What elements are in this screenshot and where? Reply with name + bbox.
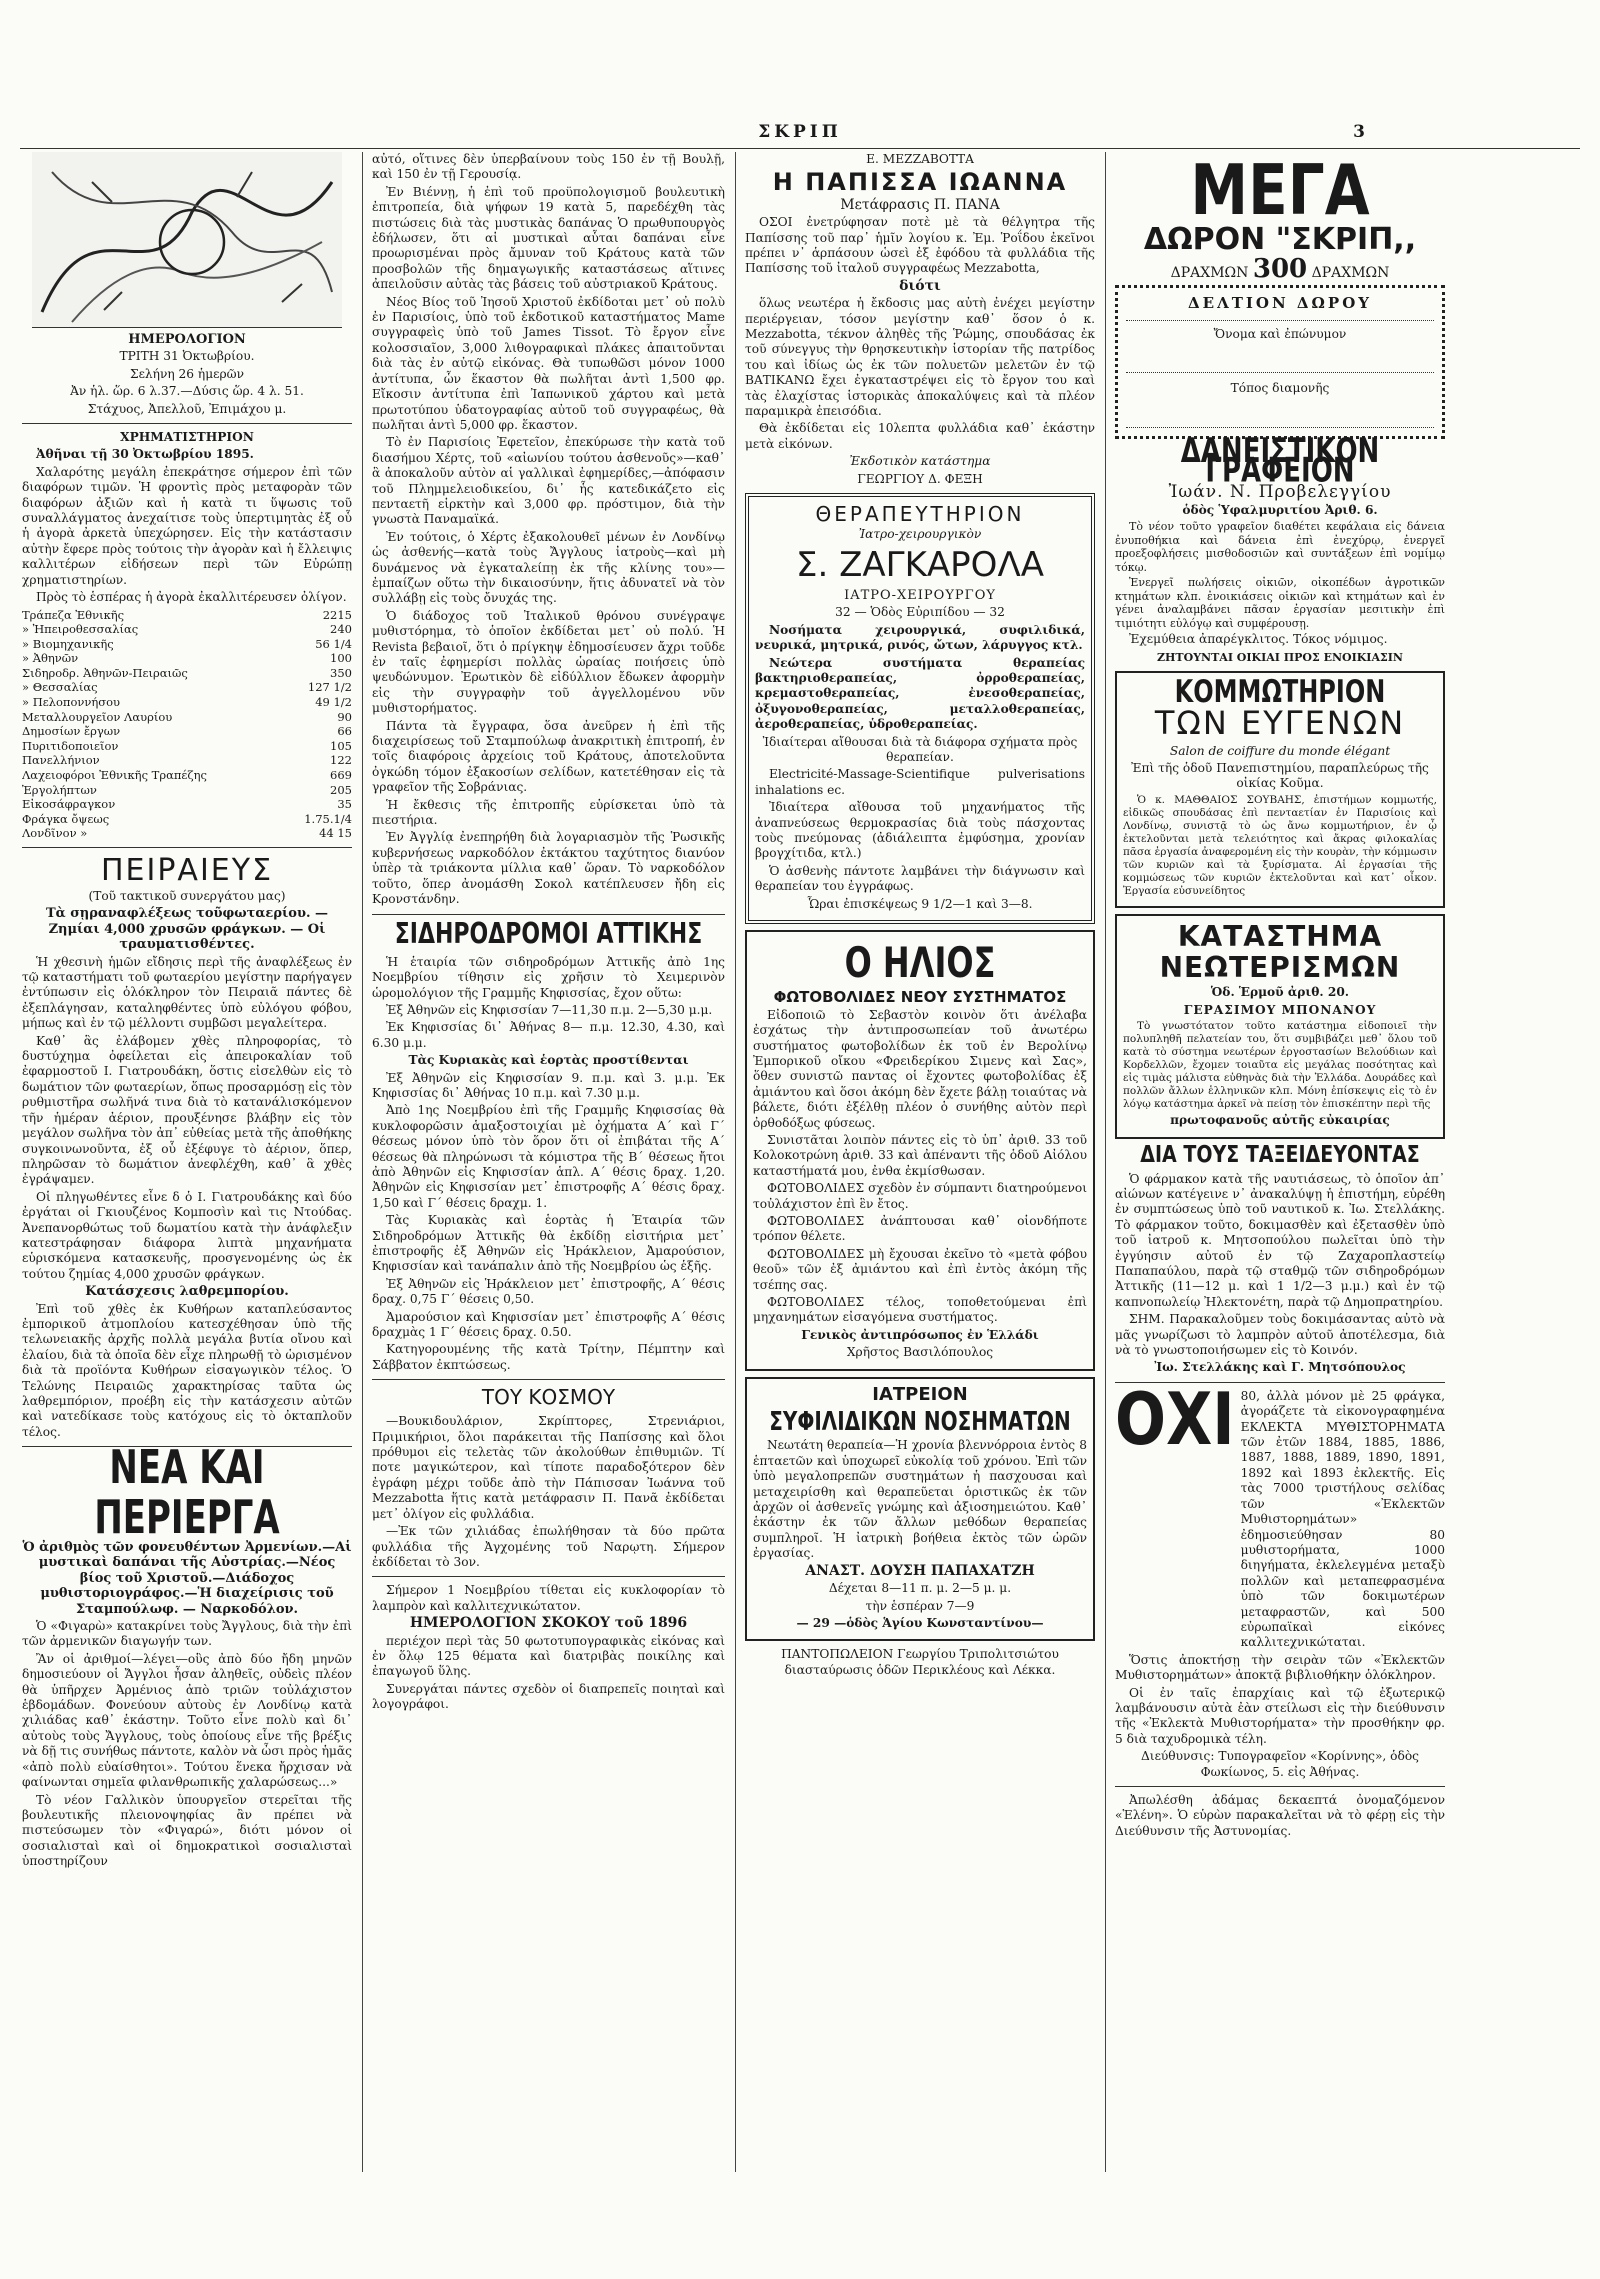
oxi-address: Διεύθυνσις: Τυπογραφεῖον «Κορίννης», ὁδὸς Φωκίωνος, 5. εἰς Ἀθήνας.: [1140, 1749, 1419, 1779]
calendar-line: ΤΡΙΤΗ 31 Ὀκτωβρίου.: [119, 349, 255, 364]
calendar-line: Σελήνη 26 ἡμερῶν: [130, 366, 244, 381]
helios-title: Ο ΗΛΙΟΣ: [844, 938, 996, 988]
column-rule: [1105, 152, 1106, 2172]
taxid-text: Ὁ φάρμακον κατὰ τῆς ναυτιάσεως, τὸ ὁποῖον ἀπ᾽ αἰώνων κατέγεινε ν᾽ ἀνακαλύψῃ ἡ ἐπιστήμη, εὑρέθη ἐν συμπτώσεως ὑπὸ τοῦ ναυτικοῦ κ. Ἰω. Στελλάκης. Τὸ φάρμακον τοῦτο, δοκιμασθὲν καὶ ἐξετασθὲν ὑπὸ τοῦ ἰατροῦ κ. Μητσοπούλου πωλεῖται ὑπὸ τὴν ἐγγύησιν αὐτοῦ ἐν τῷ Ζαχαροπλαστείῳ Παπαπαύλου, παρὰ τῷ σταθμῷ τῶν σιδηροδρόμων Ἀττικῆς (11—12 μ. καὶ 1 1/2—3 μ.μ.) καὶ ἐν τῷ καπνοπωλείῳ Ἠλεκτονέτη, παρὰ τῷ Δημοπρατηρίου.: [1115, 1171, 1445, 1309]
clinic-text: Electricité-Massage-Scientifique pulverisations inhalations ec.: [755, 767, 1085, 797]
katastima-text-2: πρωτοφανοῦς αὐτῆς εὐκαιρίας: [1170, 1113, 1390, 1128]
piraeus-title: ΠΕΙΡΑΙΕΥΣ: [100, 853, 274, 888]
drachmon-label: ΔΡΑΧΜΩΝ: [1170, 265, 1249, 281]
piraeus-headline: Τὰ σῃραναφλέξεως τοῦφωταερίου. — Ζημίαι 4,000 χρυσῶν φράγκων. — Οἱ τραυματισθέντες.: [45, 906, 329, 953]
railway-paragraph: Ἐξ Ἀθηνῶν εἰς Κηφισσίαν 7—11,30 π.μ. 2—5,30 μ.μ.: [386, 1002, 713, 1017]
rate-name: Δημοσίων ἔργων: [22, 724, 121, 739]
taxid-signature: Ἰω. Στελλάκης καὶ Γ. Μητσόπουλος: [1154, 1360, 1406, 1375]
iatreion-hours: Δέχεται 8—11 π. μ. 2—5 μ. μ.: [828, 1581, 1012, 1596]
rate-value: 2215: [322, 607, 352, 622]
papissa-paragraph: Θὰ ἐκδίδεται εἰς 10λεπτα φυλλάδια καθ᾽ ἑκάστην μετὰ εἰκόνων.: [745, 421, 1095, 451]
iatreion-subtitle: ΣΥΦΙΛΙΔΙΚΩΝ ΝΟΣΗΜΑΤΩΝ: [769, 1405, 1071, 1438]
oxi-ad: [1115, 1377, 1445, 1653]
smuggling-paragraph: Ἐπὶ τοῦ χθὲς ἐκ Κυθήρων καταπλεύσαντος ἐμπορικοῦ ἀτμοπλοίου κατεσχέθησαν ὑπὸ τῆς τελωνειακῆς ἀρχῆς πολλὰ μεγάλα βυτία οἴνου καὶ ἐλαίου, διὰ τὰ ὁποῖα δὲν εἶχε πληρωθῇ τὸ ὡρισμένον διὰ τὰ προϊόντα Κυθήρων εἰσαγωγικὸν τέλος. Ὁ Τελώνης Πειραιῶς χαρακτηρίσας ταῦτα ὡς λαθρεμπόριον, προέβη εἰς τὴν κατάσχεσιν αὐτῶν καὶ νατεδίκασε τοὺς κατόχους εἰς τὸ ὀκταπλοῦν τέλος.: [22, 1301, 352, 1439]
column-rule: [735, 152, 736, 2172]
news-paragraph: Ἂν οἱ ἀριθμοί—λέγει—οὓς ἀπὸ δύο ἤδη μηνῶν δημοσιεύουν οἱ Ἄγγλοι ἦσαν ἀληθεῖς, οὐδεὶς πλέον θὰ ὑπῆρχεν Ἀρμένιος ἀπὸ τριῶν τοὐλάχιστον ἑβδομάδων. Φονεύουν αὐτοὺς ἐν Λονδίνῳ κατὰ χιλιάδας καθ᾽ ἑκάστην. Τοῦτο εἶνε πολὺ καὶ δι᾽ αὐτοὺς τοὺς Ἄγγλους, τοὺς ὁποίους εἶνε τῆς βρέξις νὰ δῇ τις συνήθως πάντοτε, καλὸν νὰ ὦσι πρὸς ἡμᾶς «ἀπὸ πολὺ εὐαίσθητοι». Τούτου ἕνεκα ἤρχισαν νὰ φαίνωνται σημεῖα φιλανθρωπικῆς χαλαρώσεως...»: [22, 1651, 352, 1790]
daneistikon-text: Ἐνεργεῖ πωλήσεις οἰκιῶν, οἰκοπέδων ἀγροτικῶν κτημάτων κλπ. ἐνοικιάσεις οἰκιῶν καὶ κτημάτων καὶ ἐν γένει ἀναλαμβάνει πᾶσαν ἐργασίαν μεσιτικὴν ἐπὶ τιμιότητι εὐλόγῳ καὶ συμφέρουσῃ.: [1115, 576, 1445, 630]
rate-name: Πυριτιδοποιεῖον: [22, 738, 119, 753]
rate-row: [22, 637, 352, 652]
kosmos-paragraph: —Βουκιδουλάριον, Σκρίπτορες, Στρενιάριοι, Πριμικήριοι, ὅλοι παράκειται τῆς Παπίσσης καὶ ὅλοι πρόθυμοι εἰς τελετὰς τῶν ἀκολούθων ἐπιθυμιῶν. Τί ποτε μαγικώτερον, καὶ τίποτε παραδοξότερον δὲν ἐγράφη μέχρι τοῦδε ἀπὸ τὴν Πάπισσαν Ἰωάννα τοῦ Mezzabotta ἥτις κατὰ μετάφρασιν Π. Πανᾶ ἐκδίδεται μετ᾽ ὀλίγον εἰς φυλλάδια.: [372, 1414, 725, 1521]
rate-name: Σιδηροδρ. Ἀθηνῶν-Πειραιῶς: [22, 665, 188, 680]
daneistikon-text: Τὸ νέον τοῦτο γραφεῖον διαθέτει κεφάλαια εἰς δάνεια ἐνυποθήκια καὶ δάνεια ἐπὶ ἐνεχύρῳ, ἐνεργεῖ προεξοφλήσεις μισθοδοσιῶν καὶ συντάξεων ἐπὶ νομίμῳ τόκῳ.: [1115, 520, 1445, 574]
daneistikon-address: ὁδὸς Ὑφαλμυριτίου Ἀριθ. 6.: [1182, 502, 1378, 517]
railway-paragraph: Κατηγορουμένης τῆς κατὰ Τρίτην, Πέμπτην καὶ Σάββατον ἐκπτώσεως.: [372, 1342, 725, 1372]
lost-notice: Ἀπωλέσθη ἀδάμας δεκαεπτά ὀνομαζόμενον «Ἑλένη». Ὁ εὑρὼν παρακαλεῖται νὰ τὸ φέρῃ εἰς τὴν Διεύθυνσιν τῆς Ἀστυνομίας.: [1115, 1793, 1445, 1838]
kommotirion-ad: [1115, 671, 1445, 908]
clinic-text: Ἰδιαίτερα αἴθουσα τοῦ μηχανήματος τῆς ἀναπνεύσεως θερμοκρασίας διὰ τοὺς πάσχοντας τοὺς πνεύμονας (ἀδιάλειπτα ἐμφύσημα, χρονίαν βρογχίτιδα, κτλ.): [755, 800, 1085, 861]
rate-row: [22, 622, 352, 637]
rate-name: » Θεσσαλίας: [22, 680, 98, 695]
katastima-address: Ὁδ. Ἑρμοῦ ἀριθ. 20.: [1210, 985, 1350, 1000]
rate-row: [22, 826, 352, 841]
rate-value: 350: [330, 665, 352, 680]
almanac-paragraph: Συνεργάται πάντες σχεδὸν οἱ διαπρεπεῖς ποιηταὶ καὶ λογογράφοι.: [372, 1681, 725, 1712]
publisher-name: ΓΕΩΡΓΙΟΥ Δ. ΦΕΞΗ: [857, 471, 983, 486]
skrip-masthead-illustration: [32, 152, 342, 328]
rate-row: [22, 680, 352, 695]
clinic-address: 32 — Ὁδὸς Εὐριπίδου — 32: [835, 605, 1005, 620]
helios-text: Εἰδοποιῶ τὸ Σεβαστὸν κοινὸν ὅτι ἀνέλαβα ἐσχάτως τὴν ἀντιπροσωπείαν τοῦ ἀνωτέρω συστήματος φωτοβολίδων ἐκ τοῦ ἐν Βερολίνῳ Ἐμπορικοῦ οἴκου «Φρειδερίκου Σιμενς καὶ Σας», ὅθεν συνιστῶ παντας οἱ ἔχοντες φωτοβολίδας ἐξ ἀμιάντου καὶ ὅσοι ἀκόμη δὲν ἔχετε βάλῃ τοιαύτας νὰ βάλετε, διότι ἐξέλθῃ πλέον ὁ συνήθης αὐτὸν περὶ ὀρθοδόξως φύσεως.: [753, 1007, 1087, 1130]
rate-name: Λονδῖνον »: [22, 826, 88, 841]
piraeus-paragraph: Οἱ πληγωθέντες εἶνε δ ὁ Ι. Γιατρουδάκης καὶ δύο ἐργάται οἱ Γκιουζένος Κομποσὶν καὶ τις Ντούδας. Ἀνεπανορθώτως τοῦ δωματίου κατὰ τὴν ἀνάφλεξιν κατεστράφησαν διάφορα λιπτὰ μηχανήματα εὑρισκόμενα κατασκευῆς, προσγενομένης ὡς ἐκ τούτου ζημίας 4,000 χρυσῶν φράγκων.: [22, 1189, 352, 1281]
clinic-role: ΙΑΤΡΟ-ΧΕΙΡΟΥΡΓΟΥ: [844, 587, 996, 603]
rate-name: Λαχειοφόροι Ἐθνικῆς Τραπέζης: [22, 768, 207, 783]
papissa-paragraph: ὅλως νεωτέρα ἡ ἔκδοσις μας αὐτὴ ἐνέχει μεγίστην περιέργειαν, τόσον μεγίστην καθ᾽ ὅσον ὁ κ. Mezzabotta, τέκνον ἀληθὲς τῆς Ῥώμης, σπουδάσας ἐκ τοῦ σύνεγγυς τὴν θρησκευτικὴν ἱστορίαν τῆς πατρίδος του καὶ ἰδίως ὡς ἐκ τῶν πολυετῶν μελετῶν ἐν τῷ ΒΑΤΙΚΑΝΩ ἔχει ἐγκαταστρέψει εἰς τὸ ἔργον του καὶ τὰς ἐλαχίστας ἱστορικὰς ἀποκαλύψεις καὶ τὰ πλέον παραμικρὰ ἐπεισόδια.: [745, 296, 1095, 419]
rate-row: [22, 695, 352, 710]
daneistikon-notice: ΖΗΤΟΥΝΤΑΙ ΟΙΚΙΑΙ ΠΡΟΣ ΕΝΟΙΚΙΑΣΙΝ: [1157, 650, 1403, 664]
rate-name: Πανελλήνιον: [22, 753, 100, 768]
news-title: ΝΕΑ ΚΑΙ ΠΕΡΙΕΡΓΑ: [94, 1441, 280, 1546]
rate-name: » Ἠπειροθεσσαλίας: [22, 622, 139, 637]
rate-name: Τράπεζα Ἐθνικῆς: [22, 607, 125, 622]
helios-ad: [745, 930, 1095, 1371]
rate-value: 56 1/4: [315, 636, 352, 651]
column-2: [372, 152, 725, 2172]
article-paragraph: Πάντα τὰ ἔγγραφα, ὅσα ἀνεῦρεν ἡ ἐπὶ τῆς διαχειρίσεως τοῦ Σταμπούλωφ ἀνακριτικὴ ἐπιτροπή, ἐν τοῖς διαφόροις ἀρχείοις τοῦ Κράτους, ἀποτελοῦντα ὀγκώδη τόμον ἐξακοσίων σελίδων, κατετέθησαν εἰς τὰ γραφεῖον τῆς Σοβράνιας.: [372, 718, 725, 795]
coupon-name-field[interactable]: [1126, 344, 1434, 373]
oxi-title: ΟΧΙ: [1115, 1377, 1235, 1462]
rate-row: [22, 651, 352, 666]
papissa-paragraph: ΟΣΟΙ ἐνετρύφησαν ποτὲ μὲ τὰ θέλγητρα τῆς Παπίσσης τοῦ παρ᾽ ἡμῖν λογίου κ. Ἐμ. Ῥοΐδου ἐκεῖνοι πρέπει ν᾽ ἁρπάσουν ὡσεὶ ἐξ ἐφόδου τὰ φυλλάδια τῆς Παπίσσης τοῦ ἰταλοῦ συγγραφέως Mezzabotta,: [745, 215, 1095, 276]
exchange-text-2: Πρὸς τὸ ἑσπέρας ἡ ἀγορὰ ἐκαλλιτέρευσεν ὀλίγον.: [36, 590, 347, 605]
rate-row: [22, 608, 352, 623]
article-paragraph: Ἐν Βιέννῃ, ἡ ἐπὶ τοῦ προϋπολογισμοῦ βουλευτικὴ ἐπιτροπεία, διὰ ψήφων 19 κατὰ 5, παρεδέχθη τὰς πιστώσεις διὰ τὰς μυστικὰς δαπάνας Ὁ πρωθυπουργὸς ἐδήλωσεν, ὅτι αἱ μυστικαὶ αὗται δαπάναι εἶνε προωρισμέναι πρὸς ἄμυναν τοῦ Κράτους κατὰ τῶν προσβολῶν τῆς δημαγωγικῆς καταστάσεως αἵτινες ἀπειλοῦσιν αὐτὰς τὰς βάσεις τοῦ αὐστριακοῦ Κράτους.: [372, 184, 725, 292]
helios-agent: Χρῆστος Βασιλόπουλος: [846, 1345, 994, 1360]
katastima-title: ΚΑΤΑΣΤΗΜΑ ΝΕΩΤΕΡΙΣΜΩΝ: [1159, 919, 1401, 984]
rate-name: Φράγκα ὄψεως: [22, 811, 110, 826]
helios-subtitle: ΦΩΤΟΒΟΛΙΔΕΣ ΝΕΟΥ ΣΥΣΤΗΜΑΤΟΣ: [773, 988, 1067, 1007]
rate-value: 122: [330, 753, 352, 768]
newspaper-title: ΣΚΡΙΠ: [758, 122, 842, 142]
kommotirion-address: Ἐπὶ τῆς ὁδοῦ Πανεπιστημίου, παραπλεύρως τῆς οἰκίας Κοῦμα.: [1131, 761, 1429, 791]
clinic-subtitle: Ἰατρο-χειρουργικὸν: [858, 527, 982, 542]
kommotirion-title: ΚΟΜΜΩΤΗΡΙΟΝ: [1174, 673, 1386, 711]
calendar-line: Ἀν ἡλ. ὥρ. 6 λ.37.—Δύσις ὥρ. 4 λ. 51.: [70, 384, 304, 399]
page-header: [20, 118, 1580, 149]
exchange-date: Ἀθῆναι τῇ 30 Ὀκτωβρίου 1895.: [36, 447, 254, 462]
rate-value: 1.75.1/4: [304, 811, 352, 826]
katastima-ad: [1115, 914, 1445, 1139]
rate-value: 66: [337, 724, 352, 739]
clinic-ad: [745, 493, 1095, 924]
iatreion-text: Νεωτάτη θεραπεία—Ἡ χρονία βλεννόρροια ἐντὸς 8 ἑπταετῶν καὶ ὑποχωρεῖ εὐκολίᾳ τοῦ χρόνου. Ἐπὶ τῶν ὑπὸ μεγαλοπρεπῶν συστημάτων ἡ πασχουσαι καὶ μεταχειρίσθη καὶ θεραπεῦεται ὁριστικῶς ἐκ τῶν ἀρχῶν οἱ ἀσθενεῖς γνώμης καὶ ἀξιοσημειώτου. Καθ᾽ ἑκάστην ἐκ τῶν ἄλλων μεθόδων θεραπείας συμπληροῖ. Ἡ ἰατρικὴ βοήθεια ἐκτὸς τῶν ὡρῶν ἐργασίας.: [753, 1438, 1087, 1561]
papissa-author: Ε. ΜΕΖΖΑΒΟΤΤΑ: [866, 152, 974, 166]
publisher-label: Ἐκδοτικὸν κατάστημα: [849, 454, 991, 469]
drachmon-value: 300: [1252, 254, 1308, 284]
daneistikon-text: Ἐχεμύθεια ἀπαρέγκλιτος. Τόκος νόμιμος.: [1129, 632, 1388, 647]
coupon-name-label: Ὄνομα καὶ ἐπώνυμον: [1213, 326, 1347, 341]
article-paragraph: Νέος Βίος τοῦ Ἰησοῦ Χριστοῦ ἐκδίδοται μετ᾽ οὐ πολὺ ἐν Παρισίοις, ὑπὸ τοῦ ἐκδοτικοῦ καταστήματος Mame συγγραφεὶς ὑπὸ τοῦ James Tissot. Τὸ ἔργον εἶνε κολοσσιαῖον, 3,000 λιθογραφικαὶ πλάκες ἀπαιτοῦνται διὰ τὰς ἐν αὐτῷ εἰκόνας. Θὰ τυπωθῶσι μόνον 1000 ἀντίτυπα, ὧν ἕκαστον θὰ πωλῆται ἀντὶ 1,500 φρ. Εἴκοσιν ἀντίτυπα ἐπὶ Ἰαπωνικοῦ χάρτου καὶ μετὰ πρωτοτύπου ὑδατογραφίας αὐτοῦ τοῦ συγγραφέως, θὰ πωλῆται ἀντὶ 5,000 φρ. ἕκαστον.: [372, 294, 725, 432]
taxid-title: ΔΙΑ ΤΟΥΣ ΤΑΞΕΙΔΕΥΟΝΤΑΣ: [1140, 1141, 1420, 1168]
rate-name: » Βιομηχανικῆς: [22, 636, 114, 651]
article-paragraph: Ἐν τούτοις, ὁ Χέρτς ἐξακολουθεῖ μένων ἐν Λονδίνῳ ὡς ἀσθενής—κατὰ τοὺς Ἄγγλους ἰατροὺς—καὶ μὴ δυνάμενος νὰ ἐγκαταλείπῃ ἐκ τῆς κλίνης του»—ἐμπαίζων οὕτω τὴν δικαιοσύνην, ἥτις ἀδυνατεῖ νὰ τὸν συλλάβῃ εἰς τοὺς ὄνυχάς της.: [372, 529, 725, 606]
almanac-paragraph: περιέχον περὶ τὰς 50 φωτοτυπογραφικὰς εἰκόνας καὶ ἐν ὅλῳ 125 θέματα καὶ διατριβὰς ποικίλης καὶ ἐπαγωγοῦ ὕλης.: [372, 1633, 725, 1679]
rate-name: » Ἀθηνῶν: [22, 651, 79, 666]
news-headline: Ὁ ἀριθμὸς τῶν φονευθέντων Ἀρμενίων.—Αἱ μυστικαὶ δαπάναι τῆς Αὐστρίας.—Νέος βίος τοῦ Χριστοῦ.—Διάδοχος μυθιστοριογράφος.—Ἡ διαχείρισις τοῦ Σταμπούλωφ. — Ναρκοδόλον.: [22, 1540, 352, 1617]
rate-row: [22, 710, 352, 725]
page-number: 3: [1353, 122, 1365, 142]
rate-value: 90: [337, 709, 352, 724]
papissa-title: Η ΠΑΠΙΣΣΑ ΙΩΑΝΝΑ: [772, 168, 1068, 197]
helios-text: ΦΩΤΟΒΟΛΙΔΕΣ μὴ ἔχουσαι ἐκεῖνο τὸ «μετὰ φόβου θεοῦ» τῶν ἐξ ἀμιάντου καὶ ἐπὶ ἐντὸς ἀκόμη τῆς τσέπης σας.: [753, 1246, 1087, 1292]
rate-value: 49 1/2: [315, 695, 352, 710]
railway-paragraph: Τὰς Κυριακὰς καὶ ἑορτὰς ἡ Ἑταιρία τῶν Σιδηροδρόμων Ἀττικῆς θὰ ἐκδίδῃ εἰσιτήρια μετ᾽ ἐπιστροφῆς ἐξ Ἀθηνῶν εἰς Ἡράκλειον, Ἀμαρούσιον, Κηφισσίαν καὶ τανάπαλιν ἀπὸ τῆς Νοεμβρίου ὡς ἑξῆς.: [372, 1213, 725, 1274]
kommotirion-french: Salon de coiffure du monde élégant: [1169, 743, 1391, 758]
rate-row: [22, 783, 352, 798]
pantopoleion-ad: ΠΑΝΤΟΠΩΛΕΙΟΝ Γεωργίου Τριπολιτσιώτου διασταύρωσις ὁδῶν Περικλέους καὶ Λέκκα.: [781, 1647, 1059, 1677]
piraeus-paragraph: Καθ᾽ ἃς ἐλάβομεν χθὲς πληροφορίας, τὸ δυστύχημα ὀφείλεται εἰς ἀπειροκαλίαν τοῦ ἐφαρμοστοῦ Ι. Γιατρουδάκη, ὅστις εἰσελθὼν εἰς τὸ δωμάτιον τῶν φωταερίων, ὅπως προσαρμόσῃ εἰς τὸν ρυθμιστῆρα σωλῆνά τινα διὰ τὸ κατανάλισκόμενον τῆν ἡμέραν ἀέριον, προυξένησε βλάβην εἰς τὸν μεγάλον σωλῆνα τὸν ἀπ᾽ εὐθείας μετὰ τῆς ἀποθήκης συγκοινωνοῦντα, ἐξ οὗ ἐξέφυγε τὸ ἀέριον, ὅπερ, πληρῶσαν τὸ δωμάτιον ἀνεφλέχθη, καθ᾽ ἃ χθὲς ἐγράψαμεν.: [22, 1033, 352, 1187]
oxi-text: Ὅστις ἀποκτήσῃ τὴν σειρὰν τῶν «Ἐκλεκτῶν Μυθιστορημάτων» ἀποκτᾷ βιβλιοθήκην ὁλόκληρον.: [1115, 1652, 1445, 1683]
kosmos-paragraph: —Ἐκ τῶν χιλιάδας ἐπωλήθησαν τὰ δύο πρῶτα φυλλάδια τῆς Ἀγχομένης τοῦ Ναρῳτη. Σήμερον ἐκδίδεται τὸ 3ον.: [372, 1524, 725, 1569]
clinic-text: Νοσήματα χειρουργικά, συφιλιδικά, νευρικά, μητρικά, ρινός, ὤτων, λάρυγγος κτλ.: [755, 622, 1085, 653]
clinic-doctor-name: Σ. ΖΑΓΚΑΡΟΛΑ: [796, 544, 1044, 585]
piraeus-subtitle: (Τοῦ τακτικοῦ συνεργάτου μας): [88, 889, 286, 903]
rate-row: [22, 666, 352, 681]
rate-value: 240: [330, 622, 352, 637]
railway-paragraph: Ἀμαρούσιον καὶ Κηφισσίαν μετ᾽ ἐπιστροφῆς Α΄ θέσις δραχμὰς 1 Γ΄ θέσεις δραχ. 0.50.: [372, 1309, 725, 1340]
railway-holiday-heading: Τὰς Κυριακὰς καὶ ἑορτὰς προστίθενται: [408, 1053, 689, 1068]
helios-text: Συνιστᾶται λοιπὸν πάντες εἰς τὸ ὑπ᾽ ἀριθ. 33 τοῦ Κολοκοτρώνη ἀριθ. 33 καὶ ἀπέναντι τῆς ὁδοῦ Αἰόλου καταστήματά μου, ἐνθα ἐκμίσθωσαν.: [753, 1132, 1087, 1178]
column-3: [745, 152, 1095, 2172]
exchange-text: Χαλαρότης μεγάλη ἐπεκράτησε σήμερον ἐπὶ τῶν διαφόρων τιμῶν. Ἡ φροντὶς πρὸς μεταφορὰν τῶν διαφόρων ἀξιῶν καὶ ἡ κατὰ τι ὕψωσις τοῦ συναλλάγματος ἀνεχαίτισε τοὺς ὑπερτιμητὰς ἐξ οὗ ἡ ἀγορὰ ἀρκετὰ ὑπεχώρησεν. Εἰς τὴν κατάστασιν αὐτὴν ἔφερε πρὸς τούτοις τὴν ἀγορὰν καὶ ἡ ἔλλειψις καλλιτέρων εἰδήσεων περὶ τῶν Εὐρώπῃ χρηματιστηρίων.: [22, 464, 352, 587]
rate-value: 105: [330, 738, 352, 753]
kosmos-title: ΤΟΥ ΚΟΣΜΟΥ: [481, 1385, 616, 1410]
column-4: [1115, 152, 1445, 2172]
iatreion-ad: [745, 1377, 1095, 1642]
rate-value: 35: [337, 797, 352, 812]
rate-row: [22, 797, 352, 812]
railway-title: ΣΙΔΗΡΟΔΡΟΜΟΙ ΑΤΤΙΚΗΣ: [394, 917, 703, 951]
clinic-text: Ὁ ἀσθενὴς πάντοτε λαμβάνει τὴν διάγνωσιν καὶ θεραπείαν του ἐγγράφως.: [755, 863, 1085, 894]
oxi-text: 80, ἀλλὰ μόνον μὲ 25 φράγκα, ἀγοράζετε τὰ εἰκονογραφημένα ΕΚΛΕΚΤΑ ΜΥΘΙΣΤΟΡΗΜΑΤΑ τῶν ἐτῶν 1884, 1885, 1886, 1887, 1888, 1889, 1890, 1891, 1892 καὶ 1893 ἐκλεκτῆς. Εἰς τὰς 7000 τριστήλους σελίδας τῶν «Ἐκλεκτῶν Μυθιστορημάτων» ἐδημοσιεύθησαν 80 μυθιστορήματα, 1000 διηγήματα, ἐκλελεγμένα μεταξὺ πολλῶν καὶ μεταπεφρασμένα ὑπὸ τῶν δοκιμωτέρων μεταφραστῶν, καὶ 500 εὐρωπαϊκαὶ εἰκόνες καλλιτεχνικώταται.: [1240, 1388, 1445, 1650]
rate-name: Μεταλλουργεῖον Λαυρίου: [22, 709, 173, 724]
almanac-title: ΗΜΕΡΟΛΟΓΙΟΝ ΣΚΟΚΟΥ τοῦ 1896: [409, 1615, 688, 1632]
rate-row: [22, 724, 352, 739]
rate-row: [22, 812, 352, 827]
column-rule: [362, 152, 363, 2172]
rate-value: 205: [330, 782, 352, 797]
kommotirion-subtitle: ΤΩΝ ΕΥΓΕΝΩΝ: [1154, 704, 1406, 743]
rate-row: [22, 739, 352, 754]
rate-name: Ἐργολήπτων: [22, 782, 97, 797]
clinic-title: ΘΕΡΑΠΕΥΤΗΡΙΟΝ: [815, 502, 1025, 527]
almanac-intro: Σήμερον 1 Νοεμβρίου τίθεται εἰς κυκλοφορίαν τὸ λαμπρὸν καὶ καλλιτεχνικώτατον.: [372, 1583, 725, 1613]
article-paragraph: Τὸ ἐν Παρισίοις Ἐφετεῖον, ἐπεκύρωσε τὴν κατὰ τοῦ διασήμου Χέρτς, τοῦ «αἰωνίου τούτου ἀσθενοῦς»—καθ᾽ ἃ ἀποκαλοῦν αὐτὸν αἱ γαλλικαὶ ἐφημερίδες,—ἀπόφασιν τοῦ Πλημμελειοδικείου, δι᾽ ἧς κατεδικάζετο εἰς πενταετῆ εἱρκτὴν καὶ 3,000 φρ. πρόστιμον, διὰ τὴν γνωστὰ Παναμαϊκά.: [372, 435, 725, 527]
rate-value: 44 15: [319, 826, 352, 841]
kommotirion-text: Ὁ κ. ΜΑΘΘΑΙΟΣ ΣΟΥΒΑΗΣ, ἐπιστήμων κομμωτής, εἰδικῶς σπουδάσας ἐπὶ πενταετίαν ἐν Παρισίοις καὶ Λονδίνῳ, συνιστᾷ τὸ ὡς ἄνω κομμωτήριον, ἐν ᾧ ἐκτελοῦνται μετὰ τελειότητος καὶ ἄκρας φιλοκαλίας πᾶσα ἐργασία ἀναφερομένη εἰς τὴν κουρὰν, τὴν κόμμωσιν τῶν κυριῶν καὶ τὰ ξυρίσματα. Αἱ ἐργασίαι τῆς κομμώσεως τῶν κυριῶν ἐκτελοῦνται καὶ κατ᾽ οἶκον. Ἐργασία εὐσυνείδητος: [1123, 793, 1437, 897]
doron-title: ΔΩΡΟΝ "ΣΚΡΙΠ,,: [1143, 222, 1417, 257]
helios-text: ΦΩΤΟΒΟΛΙΔΕΣ ἀνάπτουσαι καθ᾽ οἱονδήποτε τρόπον θέλετε.: [753, 1214, 1087, 1244]
iatreion-doctor: ΑΝΑΣΤ. ΔΟΥΣΗ ΠΑΠΑΧΑΤΖΗ: [805, 1562, 1035, 1579]
article-paragraph: αὐτό, οἵτινες δὲν ὑπερβαίνουν τοὺς 150 ἐν τῇ Βουλῇ, καὶ 150 ἐν τῇ Γερουσίᾳ.: [372, 152, 725, 182]
oxi-text: Οἱ ἐν ταῖς ἐπαρχίαις καὶ τῷ ἐξωτερικῷ λαμβάνουσιν αὐτὰ ἐὰν στείλωσι εἰς τὴν διεύθυνσιν τῆς «Ἐκλεκτὰ Μυθιστορήματα» τὴν προσθήκην φρ. 5 διὰ ταχυδρομικὰ τέλη.: [1115, 1685, 1445, 1746]
papissa-translator: Μετάφρασις Π. ΠΑΝΑ: [840, 196, 1000, 213]
railway-paragraph: Ἐκ Κηφισσίας δι᾽ Ἀθήνας 8— π.μ. 12.30, 4.30, καὶ 6.30 μ.μ.: [372, 1020, 725, 1050]
exchange-rates-table: [22, 608, 352, 842]
rate-name: Εἰκοσάφραγκον: [22, 797, 116, 812]
rate-value: 127 1/2: [307, 680, 352, 695]
taxid-text: ΣΗΜ. Παρακαλοῦμεν τοὺς δοκιμάσαντας αὐτὸ νὰ μᾶς γνωρίζωσι τὸ λαμπρὸν αὐτοῦ ἀποτέλεσμα, διὰ νὰ τὸ γνωστοποιήσωμεν εἰς τὸ Κοινόν.: [1115, 1312, 1445, 1358]
katastima-text: Τὸ γνωστότατον τοῦτο κατάστημα εἰδοποιεῖ τὴν πολυπληθῆ πελατείαν του, ὅτι συμβιβάζει μεθ᾽ ὅλου τοῦ κατὰ τὸ σύστημα νεωτέρων ἐργοστασίων Βελούδιων καὶ Κορδελλῶν, ἔχομεν τοιαῦτα εἰς μεγάλας ποσότητας καὶ εἰς τιμὰς μάλιστα εὐθηνὰς διὰ τὴν Ἑλλάδα. Δουράδες καὶ πολλῶν ἄλλων ἑλληνικῶν κλπ. Μόνη ἐπίσκεψις εἰς τὸ ἐν λόγῳ κατάστημα ἀρκεῖ νὰ πείσῃ τὸν ἐπισκέπτην περὶ τῆς: [1123, 1020, 1437, 1111]
helios-text: ΦΩΤΟΒΟΛΙΔΕΣ σχεδὸν ἐν σύμπαντι διατηρούμενοι τοὐλάχιστον ἐπὶ ἓν ἔτος.: [753, 1181, 1087, 1211]
railway-paragraph: Ἐξ Ἀθηνῶν εἰς Κηφισσίαν 9. π.μ. καὶ 3. μ.μ. Ἐκ Κηφισσίας δι᾽ Ἀθήνας 10 π.μ. καὶ 7.30 μ.μ.: [372, 1070, 725, 1100]
clinic-text: Νεώτερα συστήματα θεραπείας βακτηριοθεραπείας, ὀρροθεραπείας, κρεμαστοθεραπείας, ἐνεσοθεραπείας, ὀξυγονοθεραπείας, μεταλλοθεραπείας, ἀεροθεραπείας, ὑδροθεραπείας.: [755, 655, 1085, 732]
iatreion-hours: τὴν ἑσπέραν 7—9: [865, 1598, 975, 1613]
news-paragraph: Τὸ νέον Γαλλικὸν ὑπουργεῖον στερεῖται τῆς βουλευτικῆς πλειονοψηφίας ἂν πρέπει νὰ πιστεύσωμεν τὸν «Φιγαρώ», διότι μόνον οἱ σοσιαλισταὶ καὶ οἱ δημοκρατικοὶ σοσιαλισταὶ ὑποστηρίζουν: [22, 1792, 352, 1869]
helios-text: ΦΩΤΟΒΟΛΙΔΕΣ τέλος, τοποθετούμεναι ἐπὶ μηχανημάτων εἰσαγόμενα συστήματος.: [753, 1295, 1087, 1325]
article-paragraph: Ἡ ἔκθεσις τῆς ἐπιτροπῆς εὑρίσκεται ὑπὸ τὰ πιεστήρια.: [372, 797, 725, 828]
katastima-owner: ΓΕΡΑΣΙΜΟΥ ΜΠΟΝΑΝΟΥ: [1183, 1002, 1377, 1017]
article-paragraph: Ἐν Ἀγγλίᾳ ἐνεπηρήθη διὰ λογαριασμὸν τῆς Ῥωσικῆς κυβερνήσεως ναρκοδόλον ἐκτάκτου ταχύτητος διανύον ὑπὲρ τὰ τριάκοντα μίλλια καθ᾽ ὥραν. Τὸ ναρκοδόλον τοῦτο, ὅπερ ἀνομάσθη Σοκολ κατέπλευσεν ἤδη εἰς Κρονστάνδην.: [372, 830, 725, 907]
daneistikon-name: Ἰωάν. Ν. Προβελεγγίου: [1168, 482, 1392, 503]
railway-paragraph: Ἐξ Ἀθηνῶν εἰς Ἡράκλειον μετ᾽ ἐπιστροφῆς, Α΄ θέσις δραχ. 0,75 Γ΄ θέσεις 0,50.: [372, 1276, 725, 1307]
drachmon-label: ΔΡΑΧΜΩΝ: [1311, 265, 1390, 281]
drachmon-line: [1115, 254, 1445, 284]
rate-row: [22, 753, 352, 768]
rate-row: [22, 768, 352, 783]
coupon-box: [1115, 285, 1445, 438]
coupon-place-field[interactable]: [1126, 399, 1434, 428]
rate-name: » Πελοποννήσου: [22, 695, 121, 710]
article-paragraph: Ὁ διάδοχος τοῦ Ἰταλικοῦ θρόνου συνέγραψε μυθιστόρημα, τὸ ὁποῖον ἐκδίδεται μετ᾽ οὐ πολύ. Ἡ Revista βεβαιοῖ, ὅτι ὁ πρίγκηψ ἐδημοσίευσεν ἄχρι τοῦδε ἐν ταῖς ἐφημερίσι πολλὰς ὡραίας ποιήσεις ὑπὸ ψευδώνυμον. Ἐρωτικὸν δὲ εἰδύλλιον ἔδωκεν ἀφορμὴν εἰς τὴν συγγραφὴν τοῦ ἀγγελλομένου νῦν μυθιστορήματος.: [372, 608, 725, 716]
smuggling-title: Κατάσχεσις λαθρεμπορίου.: [85, 1284, 289, 1300]
railway-paragraph: Ἀπὸ 1ης Νοεμβρίου ἐπὶ τῆς Γραμμῆς Κηφισσίας θὰ κυκλοφορῶσιν ἁμαξοστοιχίαι μὲ ὀχήματα Α΄ καὶ Γ΄ θέσεως μόνον ὑπὸ τὸν ὅρον ὅτι οἱ ἐπιβάται τῆς Α΄ θέσεως θὰ πληρώνωσι τὰ κόμιστρα τῆς Β΄ θέσεως ἤτοι ἀπὸ Ἀθηνῶν εἰς Κηφισσίαν ἁπλ. Α΄ θέσις δραχ. 1,20. Ἀθηνῶν εἰς Κηφισσίαν μετ᾽ ἐπιστροφῆς Α΄ θέσις δραχ. 1,50 καὶ Γ΄ θέσεις δραχμ. 1.: [372, 1103, 725, 1210]
rate-value: 100: [330, 651, 352, 666]
calendar-line: Στάχυος, Ἀπελλοῦ, Ἐπιμάχου μ.: [87, 401, 287, 416]
clinic-text: Ἰδιαίτεραι αἴθουσαι διὰ τὰ διάφορα σχήματα πρὸς θεραπείαν.: [762, 734, 1078, 764]
piraeus-paragraph: Ἡ χθεσινὴ ἡμῶν εἴδησις περὶ τῆς ἀναφλέξεως ἐν τῷ καταστήματι τοῦ φωταερίου μεγίστην παρήγαγεν ἐντύπωσιν εἰς ὁλόκληρον τὸν Πειραιᾶ πάντες δὲ ἐξεπλάγησαν, καταληφθέντες ὑπὸ εὐλόγου φόβου, μήπως καὶ ἐν τῷ μέλλοντι συμβῶσι μεγαλείτερα.: [22, 954, 352, 1031]
calendar-title: ΗΜΕΡΟΛΟΓΙΟΝ: [128, 332, 246, 347]
coupon-place-label: Τόπος διαμονῆς: [1230, 381, 1330, 396]
column-1: [22, 152, 352, 2172]
helios-agent-label: Γενικὸς ἀντιπρόσωπος ἐν Ἑλλάδι: [801, 1327, 1039, 1342]
news-paragraph: Ὁ «Φιγαρὼ» κατακρίνει τοὺς Ἄγγλους, διὰ τὴν ἐπὶ τῶν ἀρμενικῶν διαγωγήν των.: [22, 1619, 352, 1649]
rate-value: 669: [330, 768, 352, 783]
iatreion-address: — 29 —ὁδὸς Ἁγίου Κωνσταντίνου—: [796, 1615, 1044, 1630]
clinic-hours: Ὧραι ἐπισκέψεως 9 1/2—1 καὶ 3—8.: [807, 896, 1033, 911]
exchange-title: ΧΡΗΜΑΤΙΣΤΗΡΙΟΝ: [120, 430, 254, 445]
daneistikon-title: ΔΑΝΕΙΣΤΙΚΟΝ ΓΡΑΦΕΙΟΝ: [1180, 431, 1380, 491]
coupon-title: ΔΕΛΤΙΟΝ ΔΩΡΟΥ: [1188, 294, 1372, 313]
papissa-dioti: διότι: [899, 277, 941, 294]
iatreion-title: ΙΑΤΡΕΙΟΝ: [872, 1383, 968, 1405]
mega-title: ΜΕΓΑ: [1190, 152, 1370, 231]
railway-paragraph: Ἡ ἑταιρία τῶν σιδηροδρόμων Ἀττικῆς ἀπὸ 1ης Νοεμβρίου τίθησιν εἰς χρῆσιν τὸ Χειμερινὸν ὡρομολόγιον τῆς Γραμμῆς Κηφισσίας, ἔχον οὕτω:: [372, 954, 725, 1000]
